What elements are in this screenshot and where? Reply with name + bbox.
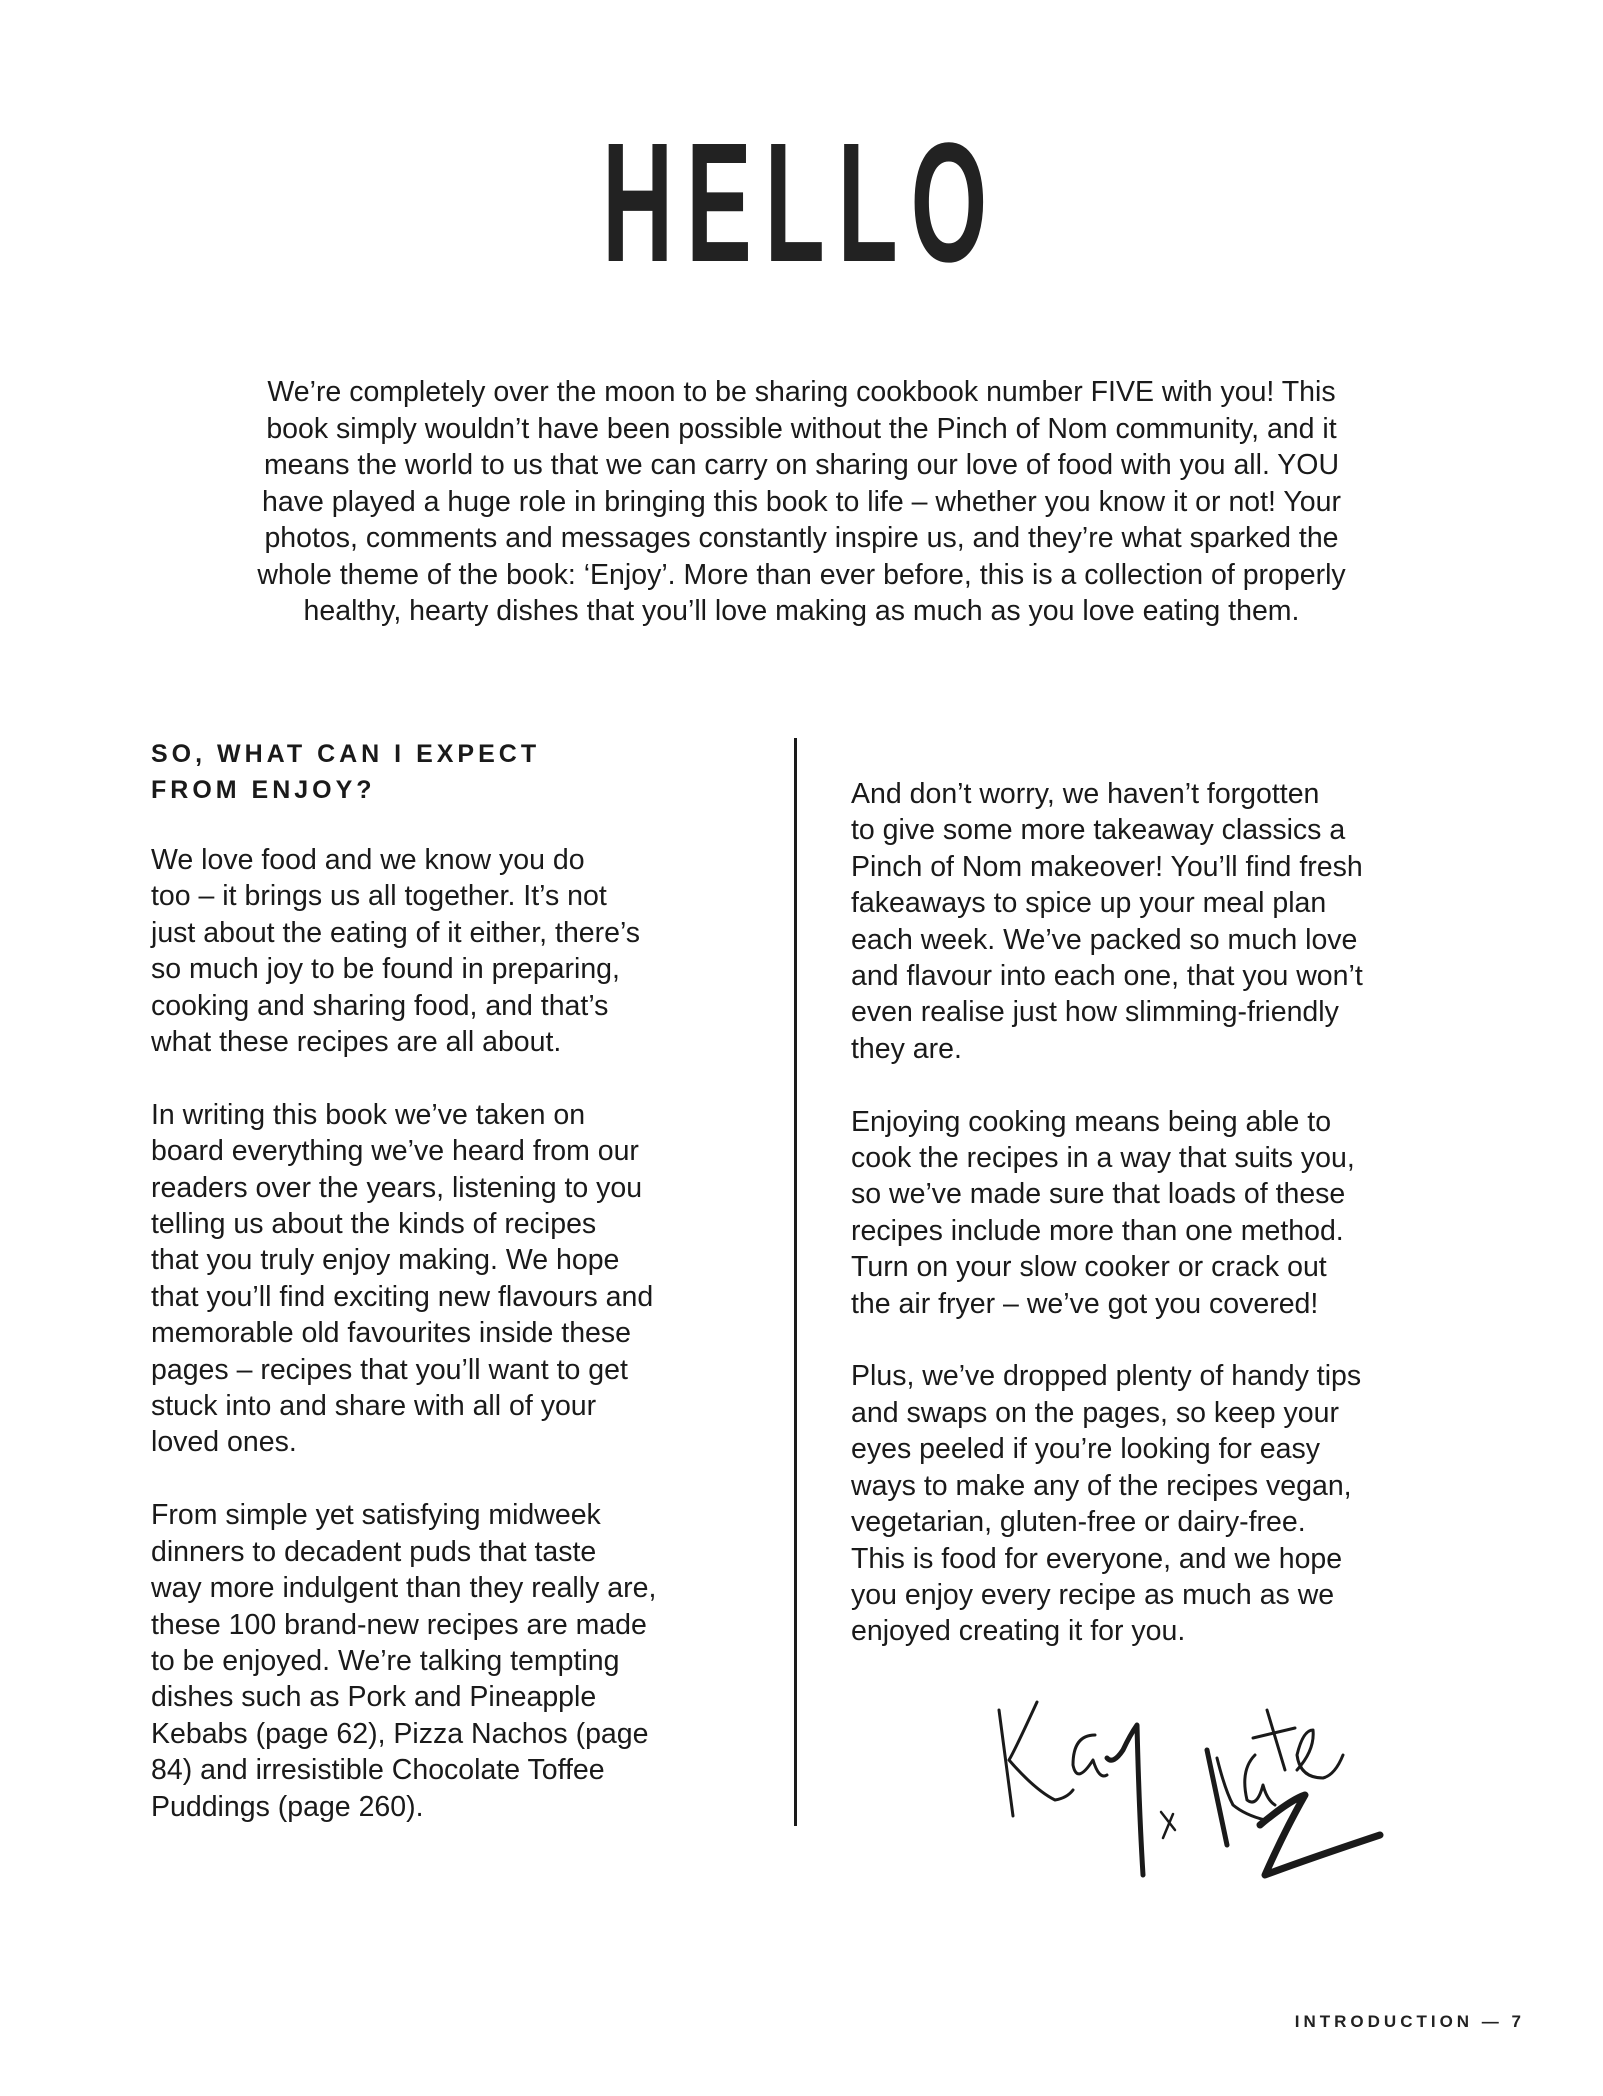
text-line: Puddings (page 260). [151,1790,424,1823]
text-line: Turn on your slow cooker or crack out [851,1251,1327,1284]
text-line: fakeaways to spice up your meal plan [851,887,1327,920]
body-paragraph [151,1497,751,1825]
text-line: to be enjoyed. We’re talking tempting [151,1644,620,1677]
text-line: And don’t worry, we haven’t forgotten [851,778,1320,810]
text-line: dinners to decadent puds that taste [151,1535,597,1568]
text-line: that you truly enjoy making. We hope [151,1244,620,1277]
column-divider [794,738,797,1826]
text-line: stuck into and share with all of your [151,1390,597,1423]
text-line: ways to make any of the recipes vegan, [851,1469,1352,1502]
text-line: and swaps on the pages, so keep your [851,1396,1339,1429]
text-line: the air fryer – we’ve got you covered! [851,1287,1319,1320]
page-title: HELLO [602,108,1001,298]
text-line: just about the eating of it either, there’s [151,916,641,949]
text-line: Enjoying cooking means being able to [851,1105,1332,1138]
text-line: they are. [851,1032,962,1065]
text-line: to give some more takeaway classics a [851,814,1346,847]
text-line: 84) and irresistible Chocolate Toffee [151,1754,605,1787]
body-paragraph [151,1097,751,1461]
text-line: book simply wouldn’t have been possible without the Pinch of Nom community, and it [266,412,1337,445]
text-line: SO, WHAT CAN I EXPECT [151,740,541,768]
body-paragraph [851,1358,1451,1649]
text-line: Kebabs (page 62), Pizza Nachos (page [151,1717,649,1750]
text-line: photos, comments and messages constantly inspire us, and they’re what sparked the [264,522,1339,554]
text-line: readers over the years, listening to you [151,1171,643,1204]
text-line: board everything we’ve heard from our [151,1135,639,1168]
text-line: loved ones. [151,1426,297,1459]
text-line: vegetarian, gluten-free or dairy-free. [851,1506,1306,1539]
text-line: so much joy to be found in preparing, [151,953,620,986]
text-line: these 100 brand-new recipes are made [151,1608,647,1641]
handwritten-signature [985,1690,1415,1900]
text-line: FROM ENJOY? [151,776,376,804]
text-line: whole theme of the book: ‘Enjoy’. More than ever before, this is a collection of properly [257,558,1346,591]
right-column [851,776,1451,1686]
text-line: telling us about the kinds of recipes [151,1208,597,1241]
text-line: way more indulgent than they really are, [151,1572,657,1605]
section-heading [151,736,751,808]
text-line: and flavour into each one, that you won’t [851,960,1363,993]
text-line: healthy, hearty dishes that you’ll love making as much as you love eating them. [303,595,1300,627]
text-line: dishes such as Pork and Pineapple [151,1681,597,1714]
text-line: each week. We’ve packed so much love [851,923,1358,956]
text-line: From simple yet satisfying midweek [151,1499,601,1532]
text-line: Pinch of Nom makeover! You’ll find fresh [851,850,1363,883]
text-line: memorable old favourites inside these [151,1317,632,1350]
text-line: eyes peeled if you’re looking for easy [851,1433,1320,1466]
text-line: so we’ve made sure that loads of these [851,1178,1346,1211]
text-line: what these recipes are all about. [151,1026,562,1059]
text-line: you enjoy every recipe as much as we [851,1578,1335,1611]
text-line: cook the recipes in a way that suits you, [851,1142,1355,1175]
text-line: even realise just how slimming-friendly [851,996,1339,1029]
intro-paragraph [100,374,1503,630]
text-line: Plus, we’ve dropped plenty of handy tips [851,1360,1362,1393]
text-line: that you’ll find exciting new flavours and [151,1280,654,1313]
text-line: cooking and sharing food, and that’s [151,989,609,1022]
text-line: have played a huge role in bringing this book to life – whether you know it or not! Your [262,485,1341,518]
text-line: In writing this book we’ve taken on [151,1098,586,1131]
text-line: too – it brings us all together. It’s not [151,880,607,913]
text-line: recipes include more than one method. [851,1214,1344,1247]
text-line: This is food for everyone, and we hope [851,1542,1343,1575]
body-paragraph [151,842,751,1060]
text-line: pages – recipes that you’ll want to get [151,1353,628,1386]
text-line: means the world to us that we can carry on sharing our love of food with you all. YOU [263,449,1340,481]
body-paragraph [851,1104,1451,1322]
text-line: We’re completely over the moon to be sharing cookbook number FIVE with you! This [267,376,1336,408]
text-line: We love food and we know you do [151,844,585,876]
page-footer: INTRODUCTION — 7 [1294,2012,1525,2031]
left-column [151,736,751,1861]
body-paragraph [851,776,1451,1067]
text-line: enjoyed creating it for you. [851,1615,1186,1648]
